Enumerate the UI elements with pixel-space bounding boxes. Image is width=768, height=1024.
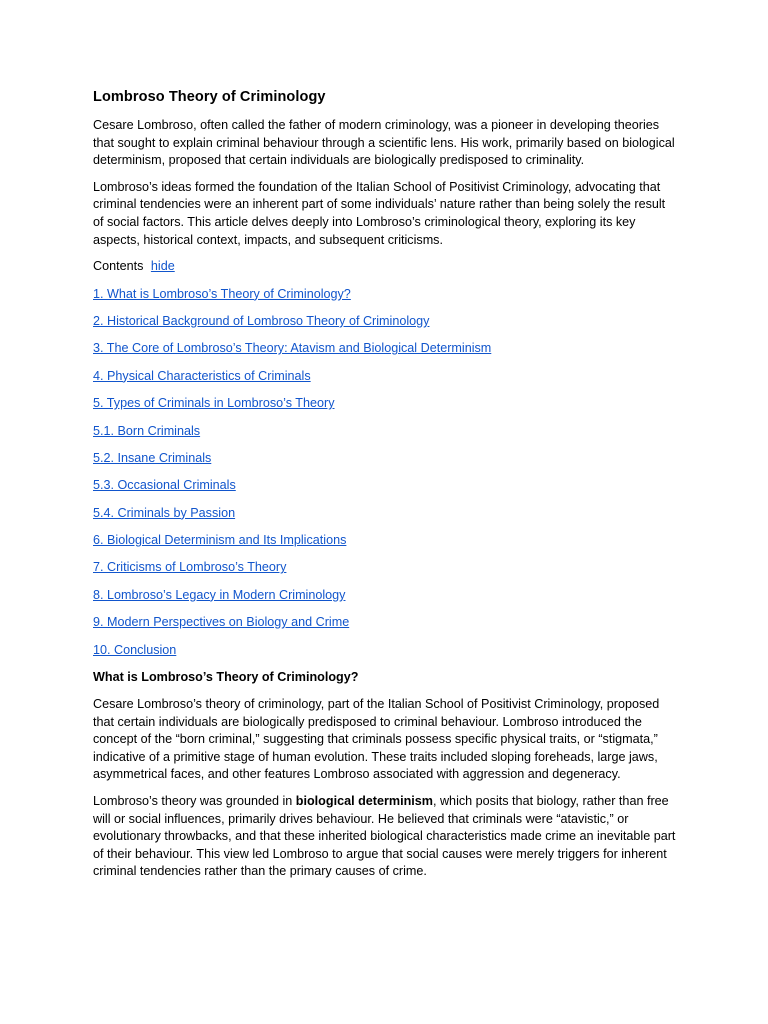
contents-hide-link[interactable]: hide <box>150 259 175 274</box>
paragraph-2-start: Lombroso’s theory was grounded in <box>93 794 296 809</box>
section-heading-theory: What is Lombroso’s Theory of Criminology? <box>93 670 359 685</box>
toc-link-5-4[interactable]: 5.4. Criminals by Passion <box>93 505 236 520</box>
toc-link-6[interactable]: 6. Biological Determinism and Its Implications <box>93 533 347 548</box>
toc-link-9[interactable]: 9. Modern Perspectives on Biology and Crime <box>93 615 350 630</box>
toc-link-7[interactable]: 7. Criticisms of Lombroso’s Theory <box>93 560 287 575</box>
toc-link-5-1[interactable]: 5.1. Born Criminals <box>93 423 201 438</box>
table-of-contents <box>93 286 678 660</box>
contents-header <box>93 258 678 276</box>
toc-link-5-3[interactable]: 5.3. Occasional Criminals <box>93 478 236 493</box>
toc-link-10[interactable]: 10. Conclusion <box>93 642 177 657</box>
section-paragraph-1: Cesare Lombroso’s theory of criminology, part of the Italian School of Positivist Criminology, proposed that certain individuals are biologically predisposed to criminal behaviour. Lombroso introduced the concept of the “born criminal,” suggesting that criminals possess specific physical traits, or “stigmata,” indicative of a primitive stage of human evolution. These traits included sloping foreheads, large jaws, asymmetrical faces, and other features Lombroso associated with aggression and degeneracy. <box>93 697 660 782</box>
toc-link-5[interactable]: 5. Types of Criminals in Lombroso’s Theory <box>93 396 335 411</box>
section-paragraph-2 <box>93 793 678 881</box>
toc-link-3[interactable]: 3. The Core of Lombroso’s Theory: Atavism and Biological Determinism <box>93 341 492 356</box>
contents-label: Contents <box>93 259 144 274</box>
paragraph-2-bold-term: biological determinism <box>295 794 433 809</box>
intro-paragraph-1: Cesare Lombroso, often called the father of modern criminology, was a pioneer in developing theories that sought to explain criminal behaviour through a scientific lens. His work, primarily based on biological determinism, proposed that certain individuals are biologically predisposed to criminality. <box>93 118 675 168</box>
toc-link-5-2[interactable]: 5.2. Insane Criminals <box>93 450 212 465</box>
document-page <box>93 86 678 890</box>
toc-link-4[interactable]: 4. Physical Characteristics of Criminals <box>93 368 311 383</box>
paragraph-2-end: , which posits that biology, rather than free will or social influences, primarily drives behaviour. He believed that criminals were “atavistic,” or evolutionary throwbacks, and that these inherited biological characteristics made crime an inevitable part of their behaviour. This view led Lombroso to argue that social causes were merely triggers for inherent criminal tendencies rather than the primary causes of crime. <box>93 794 676 879</box>
toc-link-8[interactable]: 8. Lombroso’s Legacy in Modern Criminology <box>93 587 346 602</box>
intro-paragraph-2: Lombroso’s ideas formed the foundation of the Italian School of Positivist Criminology, advocating that criminal tendencies were an inherent part of some individuals’ nature rather than being solely the result of social factors. This article delves deeply into Lombroso’s criminological theory, exploring its key aspects, historical context, impacts, and subsequent criticisms. <box>93 179 666 247</box>
toc-link-1[interactable]: 1. What is Lombroso’s Theory of Criminology? <box>93 286 351 301</box>
toc-link-2[interactable]: 2. Historical Background of Lombroso Theory of Criminology <box>93 313 430 328</box>
document-title: Lombroso Theory of Criminology <box>93 89 326 105</box>
